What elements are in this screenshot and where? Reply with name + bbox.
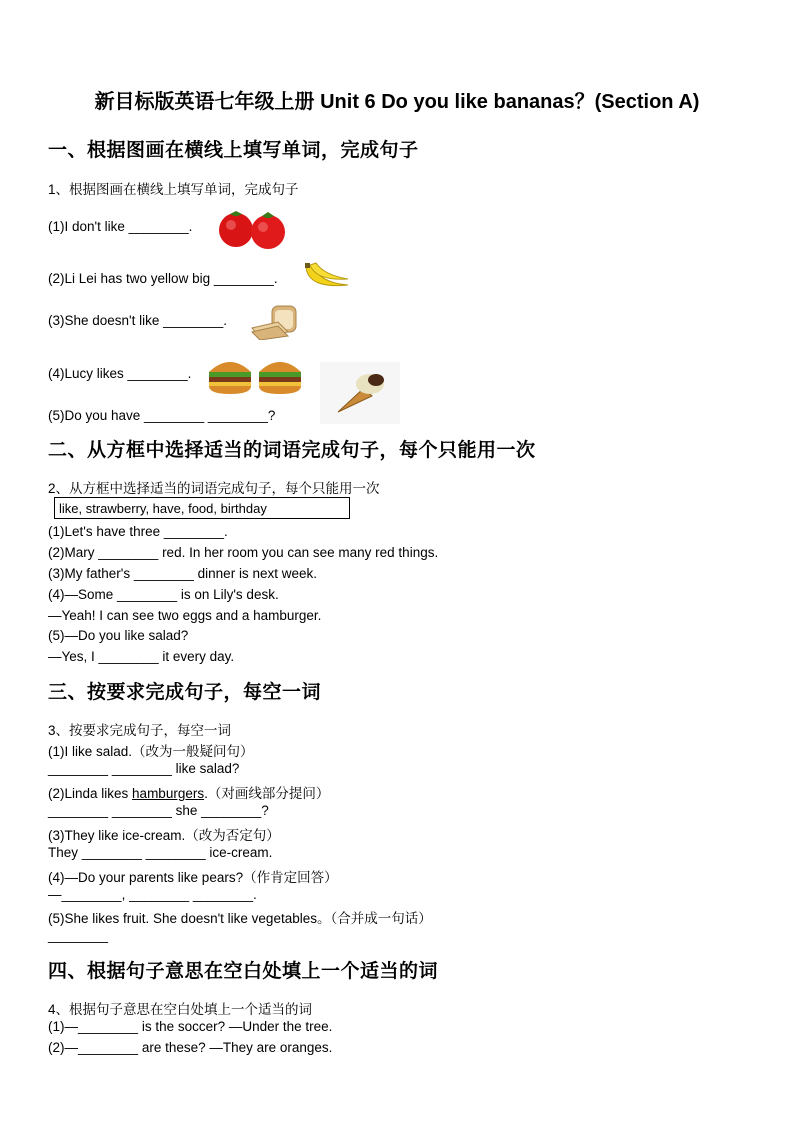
section-3-instruction: 3、按要求完成句子，每空一词 xyxy=(48,723,232,738)
question-3-3: (3)They like ice-cream.（改为否定句） xyxy=(48,828,280,843)
underlined-word: hamburgers xyxy=(132,786,205,801)
bread-image xyxy=(248,302,300,340)
question-3-1: (1)I like salad.（改为一般疑问句） xyxy=(48,744,254,759)
question-1-5: (5)Do you have ________ ________? xyxy=(48,408,276,423)
question-1-1: (1)I don't like ________. xyxy=(48,219,193,234)
question-2-5: (5)—Do you like salad? xyxy=(48,628,189,643)
answer-3-3: They ________ ________ ice-cream. xyxy=(48,845,273,860)
question-2-3: (3)My father's ________ dinner is next week. xyxy=(48,566,317,581)
question-4-2: (2)—________ are these? —They are oranges. xyxy=(48,1040,333,1055)
question-3-5: (5)She likes fruit. She doesn't like vegetables。（合并成一句话） xyxy=(48,911,432,926)
question-2-5-reply: —Yes, I ________ it every day. xyxy=(48,649,235,664)
section-1-instruction: 1、根据图画在横线上填写单词，完成句子 xyxy=(48,182,299,197)
hamburgers-image xyxy=(206,352,306,396)
section-4-heading: 四、根据句子意思在空白处填上一个适当的词 xyxy=(48,960,439,982)
question-2-2: (2)Mary ________ red. In her room you can see many red things. xyxy=(48,545,439,560)
question-2-4-reply: —Yeah! I can see two eggs and a hamburger. xyxy=(48,608,322,623)
word-box: like, strawberry, have, food, birthday xyxy=(54,497,350,519)
page-title: 新目标版英语七年级上册 Unit 6 Do you like bananas？(Section A) xyxy=(94,91,700,113)
answer-3-1: ________ ________ like salad? xyxy=(48,761,240,776)
question-2-1: (1)Let's have three ________. xyxy=(48,524,228,539)
bananas-image xyxy=(302,261,352,297)
section-3-heading: 三、按要求完成句子，每空一词 xyxy=(48,681,322,703)
question-1-2: (2)Li Lei has two yellow big ________. xyxy=(48,271,278,286)
answer-3-2: ________ ________ she ________? xyxy=(48,803,269,818)
answer-3-5: ________ xyxy=(48,928,109,943)
section-2-instruction: 2、从方框中选择适当的词语完成句子，每个只能用一次 xyxy=(48,481,380,496)
question-1-3: (3)She doesn't like ________. xyxy=(48,313,227,328)
question-4-1: (1)—________ is the soccer? —Under the tree. xyxy=(48,1019,333,1034)
tomatoes-image xyxy=(214,205,290,251)
question-1-4: (4)Lucy likes ________. xyxy=(48,366,192,381)
question-2-4: (4)—Some ________ is on Lily's desk. xyxy=(48,587,279,602)
answer-3-4: —________, ________ ________. xyxy=(48,887,257,902)
question-3-4: (4)—Do your parents like pears?（作肯定回答） xyxy=(48,870,338,885)
section-1-heading: 一、根据图画在横线上填写单词，完成句子 xyxy=(48,139,419,161)
question-3-2-start: (2)Linda likes xyxy=(48,786,133,801)
section-4-instruction: 4、根据句子意思在空白处填上一个适当的词 xyxy=(48,1002,313,1017)
ice-cream-image xyxy=(320,362,400,424)
question-3-2-end: .（对画线部分提问） xyxy=(204,786,330,801)
section-2-heading: 二、从方框中选择适当的词语完成句子，每个只能用一次 xyxy=(48,439,536,461)
question-3-2 xyxy=(48,782,329,802)
